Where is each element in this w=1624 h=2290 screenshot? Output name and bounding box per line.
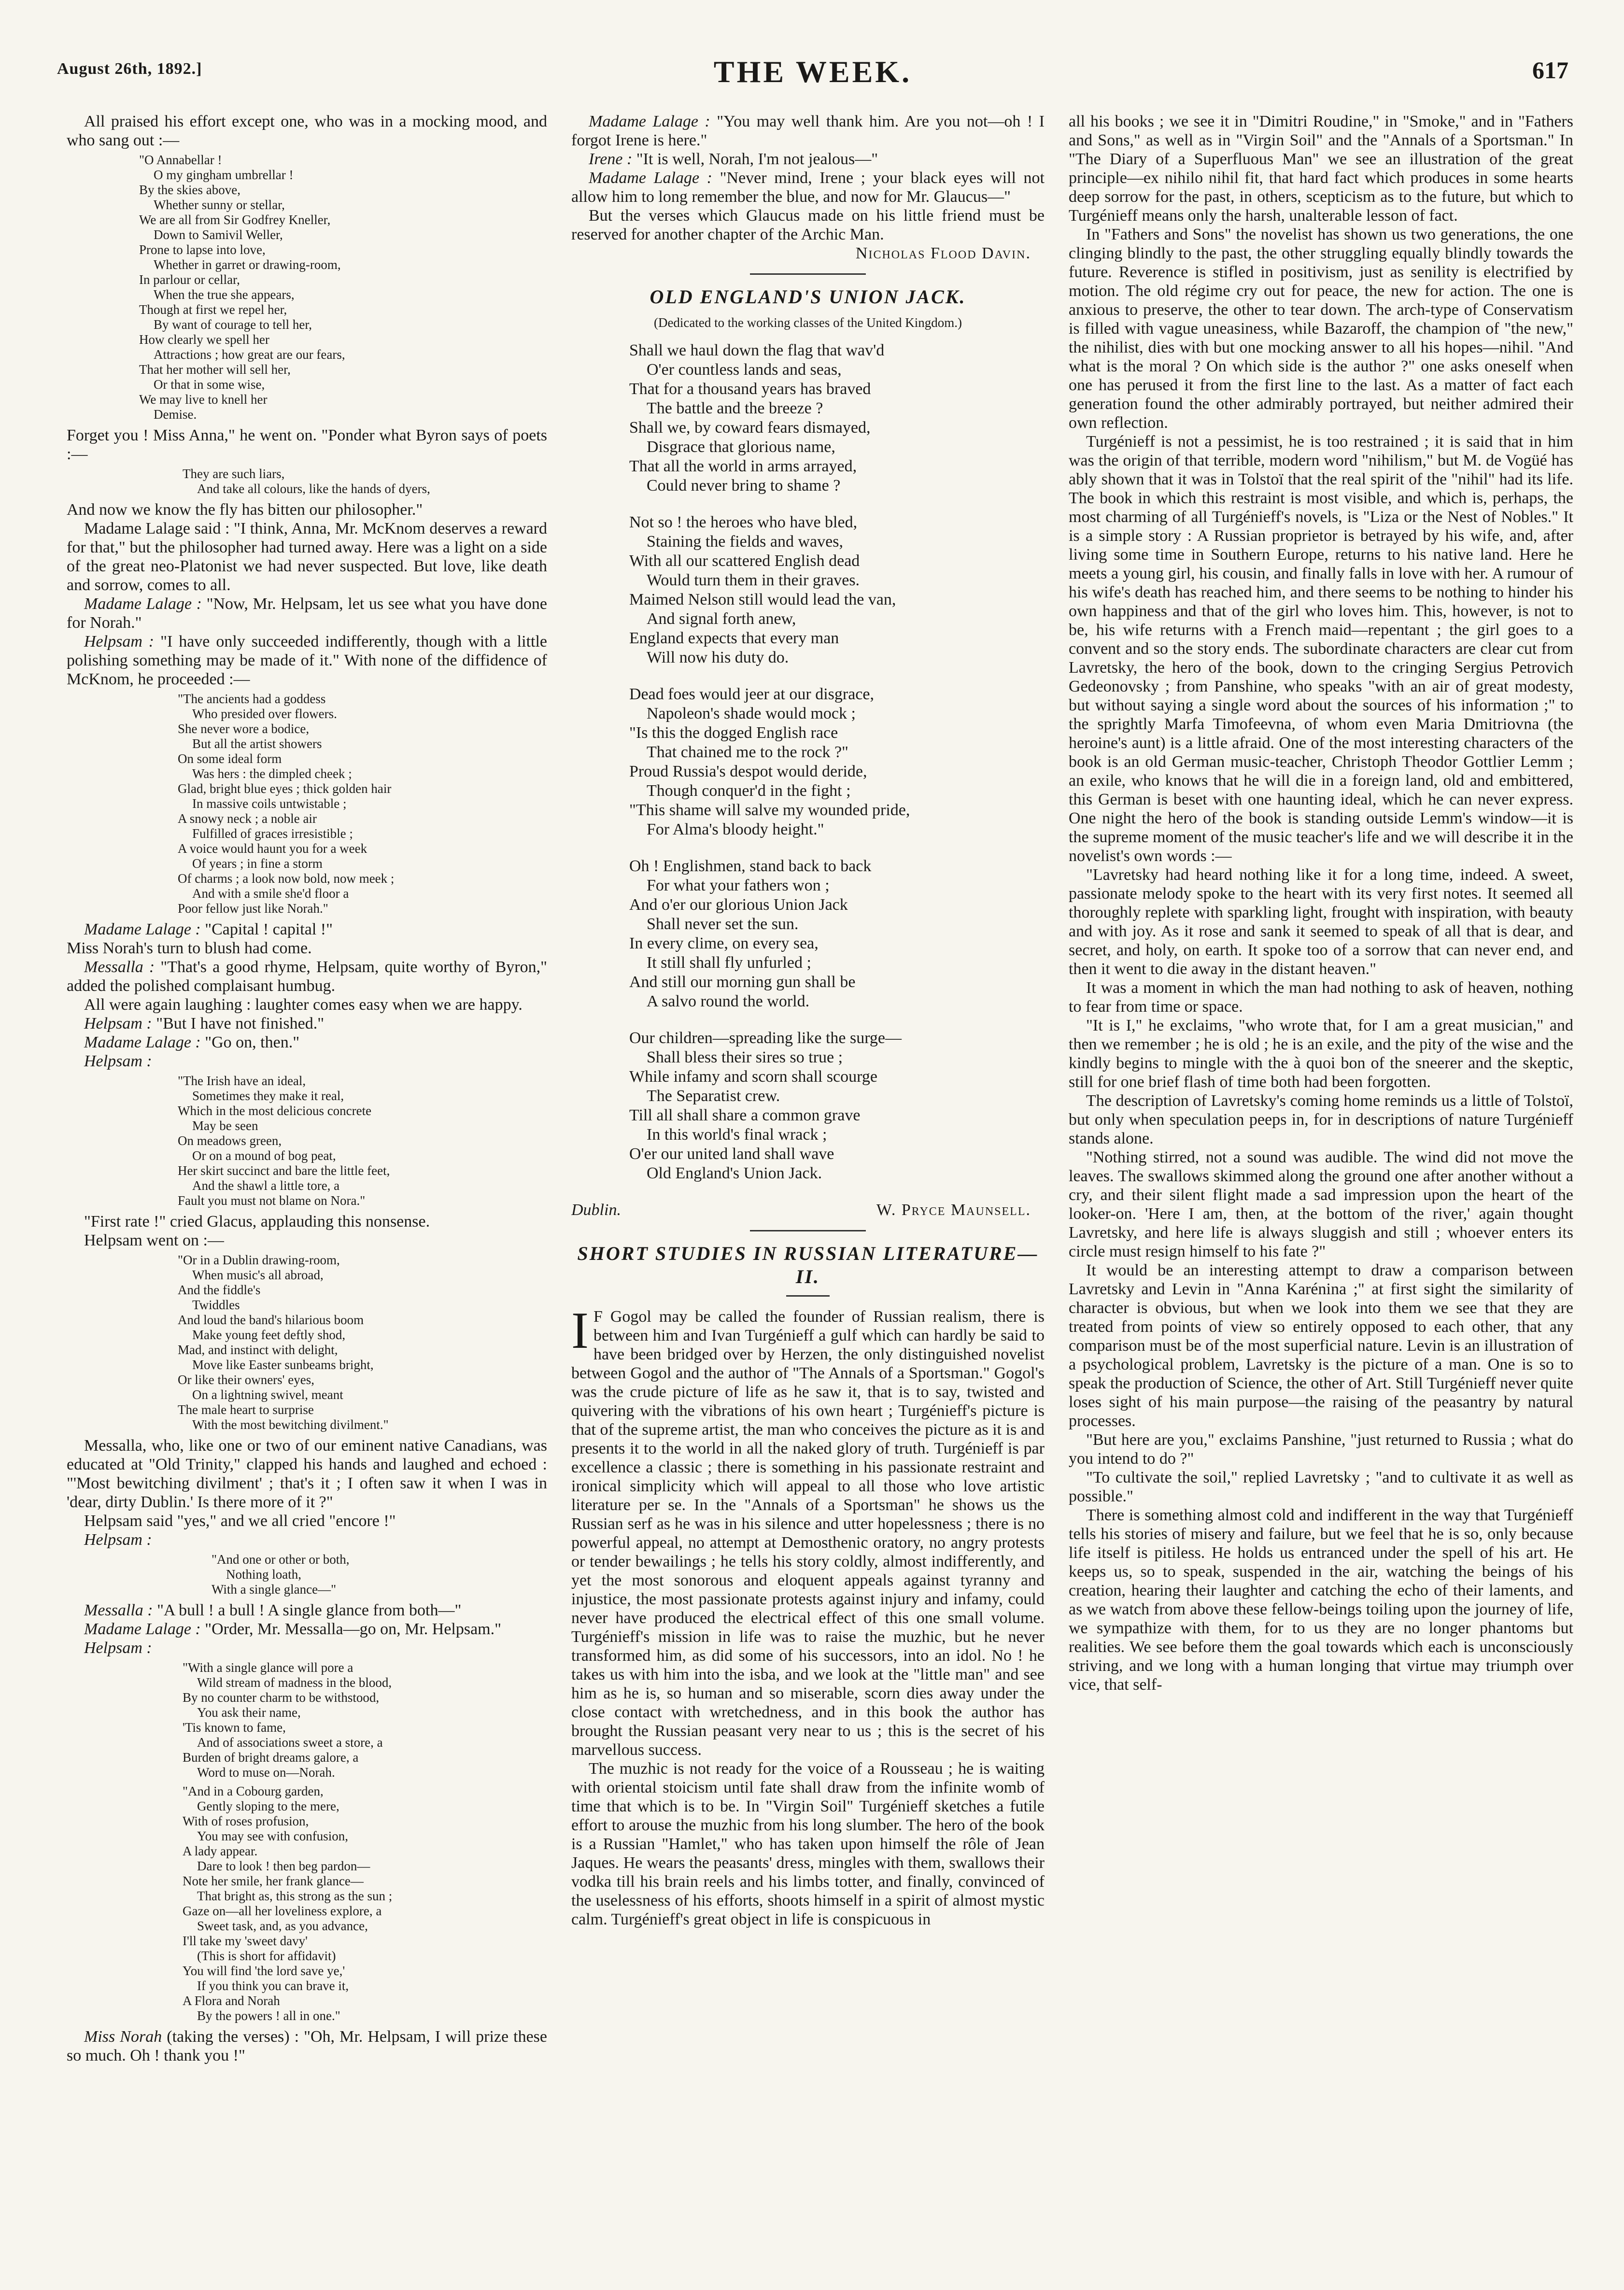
- poem-line: "Is this the dogged English race: [629, 724, 838, 742]
- verse-line: Dare to look ! then beg pardon—: [197, 1859, 370, 1873]
- dialogue-line: [571, 112, 1045, 150]
- verse-line: "The ancients had a goddess: [178, 692, 326, 706]
- verse-line: O my gingham umbrellar !: [154, 168, 294, 182]
- verse-line: Glad, bright blue eyes ; thick golden hair: [178, 781, 392, 796]
- verse-line: If you think you can brave it,: [197, 1979, 349, 1993]
- speaker: Helpsam :: [84, 633, 155, 650]
- verse-line: Whether sunny or stellar,: [154, 198, 285, 212]
- poem-line: Maimed Nelson still would lead the van,: [629, 591, 896, 608]
- poem-line: Staining the fields and waves,: [647, 533, 843, 551]
- quotation: "Lavretsky had heard nothing like it for a long time, indeed. A sweet, passionate melody spoke to the heart with its very first notes. It seemed all thoroughly replete with sparkling light, frought with inspiration, with beauty and with joy. As it rose and sank it seemed to speak of all that is dear, and secret, and holy, on earth. It spoke too of a sorrow that can never end, and then it went to die away in the distant heaven.": [1069, 866, 1573, 978]
- dialogue-line: [571, 150, 1045, 169]
- verse-line: And the fiddle's: [178, 1283, 261, 1297]
- verse-byron: [67, 466, 547, 496]
- verse-line: With a single glance—": [212, 1582, 337, 1597]
- poem-line: Not so ! the heroes who have bled,: [629, 513, 858, 531]
- poem-union-jack: [629, 341, 1045, 1183]
- speaker: Helpsam :: [84, 1015, 152, 1032]
- poem-line: The battle and the breeze ?: [647, 399, 823, 417]
- verse-line: (This is short for affidavit): [197, 1949, 336, 1963]
- verse-line: "The Irish have an ideal,: [178, 1074, 306, 1088]
- speech: "A bull ! a bull ! A single glance from both—": [153, 1601, 462, 1619]
- paragraph: Messalla, who, like one or two of our eminent native Canadians, was educated at "Old Trinity," clapped his hands and laughed and echoed : "'Most bewitching divilment' ; that's it ; I often saw it when I was in 'dear, dirty Dublin.' Is there more of it ?": [67, 1437, 547, 1511]
- verse-line: Make young feet deftly shod,: [192, 1328, 346, 1342]
- verse-line: "O Annabellar !: [139, 153, 222, 167]
- verse-line: "Or in a Dublin drawing-room,: [178, 1253, 340, 1267]
- verse-annabellar: [67, 153, 547, 422]
- paragraph: And now we know the fly has bitten our philosopher.": [67, 501, 423, 519]
- speaker: Irene :: [589, 150, 633, 168]
- verse-line: On a lightning swivel, meant: [192, 1387, 343, 1402]
- poem-line: That for a thousand years has braved: [629, 380, 871, 398]
- section-divider: [750, 1230, 866, 1231]
- author-signature: Nicholas Flood Davin.: [855, 244, 1031, 262]
- verse-line: And loud the band's hilarious boom: [178, 1313, 364, 1327]
- poem-line: Our children—spreading like the surge—: [629, 1029, 902, 1047]
- poem-line: And still our morning gun shall be: [629, 973, 856, 991]
- verse-line: Of years ; in fine a storm: [192, 856, 323, 871]
- paragraph: All praised his effort except one, who was in a mocking mood, and who sang out :—: [67, 113, 547, 149]
- page-number: 617: [1532, 57, 1568, 84]
- dialogue-line: [67, 2027, 547, 2065]
- poem-line: And signal forth anew,: [647, 610, 796, 628]
- paragraph: Madame Lalage said : "I think, Anna, Mr. McKnom deserves a reward for that," but the philosopher had turned away. Here was a light on a side of the great neo-Platonist we had never suspected. But love, like death and sorrow, comes to all.: [67, 520, 547, 594]
- verse-line: I'll take my 'sweet davy': [183, 1934, 308, 1948]
- verse-norah: [67, 1660, 547, 1780]
- dialogue-line: [67, 1014, 547, 1033]
- poem-stanza: [629, 341, 1045, 495]
- poem-line: England expects that every man: [629, 629, 839, 647]
- paragraph: In "Fathers and Sons" the novelist has shown us two generations, the one clinging blindly to the past, the other struggling equally blindly towards the future. Reverence is stifled in positivism, just as senility is electrified by motion. The old régime cry out for peace, the new for action. The one is anxious to preserve, the other to tear down. The arch-type of Conservatism is filled with vague uneasiness, while Bazaroff, the champion of "the new," the nihilist, dies with but one mocking answer to all his hopes—nihil. "And what is the moral ? On which side is the author ?" one asks oneself when one has perused it from the first line to the last. As a matter of fact each generation found the other admirably portrayed, but neither admired their own reflection.: [1069, 226, 1573, 432]
- verse-line: That her mother will sell her,: [139, 362, 291, 377]
- verse-line: And with a smile she'd floor a: [192, 886, 349, 901]
- poem-line: Shall never set the sun.: [647, 915, 799, 933]
- verse-line: By no counter charm to be withstood,: [183, 1690, 380, 1705]
- poem-line: The Separatist crew.: [647, 1087, 780, 1105]
- poem-line: Shall we haul down the flag that wav'd: [629, 341, 885, 359]
- verse-line: Gently sloping to the mere,: [197, 1799, 339, 1813]
- poem-line: In every clime, on every sea,: [629, 934, 819, 952]
- verse-line: In parlour or cellar,: [139, 272, 240, 287]
- verse-line: The male heart to surprise: [178, 1402, 314, 1417]
- verse-line: Twiddles: [192, 1298, 240, 1312]
- verse-line: You may see with confusion,: [197, 1829, 348, 1843]
- verse-line: Mad, and instinct with delight,: [178, 1343, 338, 1357]
- speech: "Never mind, Irene ; your black eyes will not allow him to long remember the blue, and now for Mr. Glaucus—": [571, 169, 1045, 206]
- verse-line: Though at first we repel her,: [139, 302, 287, 317]
- page-header: [57, 54, 1568, 98]
- poem-line: "This shame will salve my wounded pride,: [629, 801, 910, 819]
- issue-date: August 26th, 1892.]: [57, 60, 202, 78]
- verse-line: Or like their owners' eyes,: [178, 1372, 315, 1387]
- verse-line: 'Tis known to fame,: [183, 1720, 286, 1735]
- verse-line: Prone to lapse into love,: [139, 242, 266, 257]
- paragraph: It was a moment in which the man had nothing to ask of heaven, nothing to fear from time or space.: [1069, 979, 1573, 1016]
- verse-line: A Flora and Norah: [183, 1993, 280, 2008]
- article-title: SHORT STUDIES IN RUSSIAN LITERATURE—II.: [577, 1243, 1039, 1287]
- verse-line: May be seen: [192, 1118, 258, 1133]
- dialogue-line: [67, 1033, 547, 1052]
- verse-line: When the true she appears,: [154, 287, 295, 302]
- speaker: Madame Lalage :: [84, 1033, 201, 1051]
- verse-goddess: [67, 692, 547, 916]
- poem-stanza: [629, 1029, 1045, 1183]
- speaker: Madame Lalage :: [84, 920, 201, 938]
- verse-line: Was hers : the dimpled cheek ;: [192, 766, 352, 781]
- verse-line: Demise.: [154, 407, 197, 422]
- verse-line: In massive coils untwistable ;: [192, 796, 347, 811]
- speaker: Helpsam :: [84, 1531, 152, 1549]
- dialogue-line: [67, 594, 547, 632]
- poem-line: It still shall fly unfurled ;: [647, 954, 811, 972]
- verse-irish: [67, 1074, 547, 1208]
- verse-line: On meadows green,: [178, 1133, 282, 1148]
- verse-line: Sometimes they make it real,: [192, 1088, 344, 1103]
- poem-line: Could never bring to shame ?: [647, 477, 841, 495]
- verse-line: Who presided over flowers.: [192, 707, 337, 721]
- verse-line: Fault you must not blame on Nora.": [178, 1193, 366, 1208]
- verse-line: Attractions ; how great are our fears,: [154, 347, 345, 362]
- verse-glance: [67, 1552, 547, 1597]
- verse-line: Word to muse on—Norah.: [197, 1765, 335, 1780]
- poem-line: O'er our united land shall wave: [629, 1145, 834, 1163]
- speaker: Helpsam :: [84, 1052, 152, 1070]
- poem-line: With all our scattered English dead: [629, 552, 860, 570]
- poem-line: And o'er our glorious Union Jack: [629, 896, 848, 914]
- verse-line: Nothing loath,: [226, 1567, 301, 1582]
- verse-line: How clearly we spell her: [139, 332, 269, 347]
- verse-line: Her skirt succinct and bare the little feet,: [178, 1163, 390, 1178]
- verse-line: And of associations sweet a store, a: [197, 1735, 383, 1750]
- speech: (taking the verses) : "Oh, Mr. Helpsam, I will prize these so much. Oh ! thank you !": [67, 2028, 547, 2064]
- dialogue-line: [67, 632, 547, 689]
- verse-line: By the powers ! all in one.": [197, 2008, 340, 2023]
- verse-line: Burden of bright dreams galore, a: [183, 1750, 359, 1765]
- verse-line: Fulfilled of graces irresistible ;: [192, 826, 353, 841]
- poem-line: Old England's Union Jack.: [647, 1164, 822, 1182]
- poem-line: Disgrace that glorious name,: [647, 438, 835, 456]
- poem-line: For what your fathers won ;: [647, 876, 830, 894]
- paragraph: Turgénieff is not a pessimist, he is too restrained ; it is said that in him was the origin of that terrible, modern word "nihilism," but M. de Vogüé has ably shown that it was in Tolstoï that the real spirit of the "nihil" had its life. The book in which this restraint is most visible, and which is, perhaps, the most charming of all Turgénieff's novels, is "Liza or the Nest of Nobles." It is a simple story : A Russian proprietor is betrayed by his wife, and, after living some time in Southern Europe, returns to his native land. Here he meets a young girl, his cousin, and finally falls in love with her. A rumour of his wife's death has reached him, and there seems to be nothing to hinder his own happiness and that of the girl who loves him. This, however, is not to be, his wife returns with a French maid—repentant ; the girl goes to a convent and so the story ends. The subordinate characters are clear cut from Lavretsky, the hero of the book, down to the cringing Sergius Petrovich Gedeonovsky ; from Panshine, who speaks "with an air of great modesty, but without saying a single word about the sources of his information ;" to the sprightly Marfa Timofeevna, of whom even Maria Dmitriovna (the heroine's aunt) is a little afraid. One of the most interesting characters of the book is an old German music-teacher, Christoph Theodor Gottlier Lemm ; an exile, who knows that he will die in a foreign land, old and embittered, this German is beset with one haunting ideal, which he can never express. One night the hero of the book is standing outside Lemm's window—it is the supreme moment of the music teacher's life and we will describe it in the novelist's own words :—: [1069, 433, 1573, 865]
- verse-line: With the most bewitching divilment.": [192, 1417, 389, 1432]
- speech: "You may well thank him. Are you not—oh ! I forgot Irene is here.": [571, 113, 1045, 149]
- verse-line: Wild stream of madness in the blood,: [197, 1675, 392, 1690]
- verse-line: Or that in some wise,: [154, 377, 265, 392]
- dialogue-line: [67, 920, 547, 939]
- poem-line: Napoleon's shade would mock ;: [647, 705, 856, 722]
- masthead: THE WEEK.: [713, 55, 912, 89]
- poem-line: That chained me to the rock ?": [647, 743, 848, 761]
- verse-line: "And one or other or both,: [212, 1552, 350, 1567]
- paragraph: "But here are you," exclaims Panshine, "just returned to Russia ; what do you intend to do ?": [1069, 1431, 1573, 1468]
- quotation: "Nothing stirred, not a sound was audible. The wind did not move the leaves. The swallows skimmed along the ground one after another without a cry, and their silent flight made a sad impression upon the heart of the looker-on. 'Here I am, then, at the bottom of the river,' again thought Lavretsky, and here life is always sluggish and still ; whoever enters its circle must resign himself to his fate ?": [1069, 1148, 1573, 1260]
- poem-line: Would turn them in their graves.: [647, 571, 860, 589]
- verse-line: Which in the most delicious concrete: [178, 1103, 372, 1118]
- poem-line: Shall bless their sires so true ;: [647, 1048, 843, 1066]
- speaker: Miss Norah: [84, 2028, 162, 2046]
- verse-line: "With a single glance will pore a: [183, 1660, 353, 1675]
- speaker: Messalla :: [84, 958, 155, 976]
- poem-title: OLD ENGLAND'S UNION JACK.: [650, 286, 966, 308]
- poem-line: Till all shall share a common grave: [629, 1106, 861, 1124]
- verse-line: We may live to knell her: [139, 392, 268, 407]
- paragraph: All were again laughing : laughter comes easy when we are happy.: [84, 996, 523, 1014]
- poem-line: In this world's final wrack ;: [647, 1126, 827, 1144]
- verse-dublin: [67, 1253, 547, 1432]
- poem-line: Will now his duty do.: [647, 649, 789, 666]
- verse-line: We are all from Sir Godfrey Kneller,: [139, 212, 331, 227]
- poem-stanza: [629, 513, 1045, 667]
- speech: "Order, Mr. Messalla—go on, Mr. Helpsam.": [200, 1620, 502, 1638]
- verse-line: And the shawl a little tore, a: [192, 1178, 340, 1193]
- speech: "Capital ! capital !": [200, 920, 333, 938]
- verse-line: By the skies above,: [139, 183, 240, 197]
- paragraph: The muzhic is not ready for the voice of a Rousseau ; he is waiting with oriental stoicism until fate shall draw from the infinite womb of time that which is to be. In "Virgin Soil" Turgénieff sketches a futile effort to arouse the muzhic from his long slumber. The hero of the book is a Russian "Hamlet," who has taken upon himself the rôle of Jean Jaques. He wears the peasants' dress, mingles with them, swallows their vodka till his brain reels and his limbs totter, and finally, convinced of the uselessness of his efforts, shoots himself in a spirit of almost mystic calm. Turgénieff's great object in life is conspicuous in: [571, 1760, 1045, 1928]
- verse-cobourg: [67, 1784, 547, 2023]
- dialogue-line: [67, 1639, 547, 1657]
- dialogue-line: [67, 1052, 547, 1071]
- verse-line: By want of courage to tell her,: [154, 317, 312, 332]
- poem-stanza: [629, 685, 1045, 839]
- verse-line: They are such liars,: [183, 466, 285, 481]
- poem-line: Proud Russia's despot would deride,: [629, 763, 867, 780]
- poem-signature: [571, 1201, 1045, 1219]
- paragraph: "It is I," he exclaims, "who wrote that, for I am a great musician," and then we remember ; he is old ; he is an exile, and the pity of the wise and the kindly begins to mingle with the à quoi bon of the sneerer and the skeptic, still for one brief flash of time both had been forgotten.: [1069, 1017, 1573, 1091]
- poem-line: For Alma's bloody height.": [647, 820, 824, 838]
- drop-cap: I: [571, 1302, 589, 1359]
- column-right: [1069, 112, 1573, 2247]
- verse-line: Or on a mound of bog peat,: [192, 1148, 336, 1163]
- poem-stanza: [629, 857, 1045, 1011]
- verse-line: You will find 'the lord save ye,': [183, 1964, 345, 1978]
- speech: "That's a good rhyme, Helpsam, quite worthy of Byron," added the polished complaisant humbug.: [67, 958, 547, 995]
- verse-line: Poor fellow just like Norah.": [178, 901, 328, 916]
- dialogue-line: [67, 1601, 547, 1620]
- title-rule: [786, 1295, 830, 1297]
- poem-line: O'er countless lands and seas,: [647, 361, 842, 379]
- speaker: Madame Lalage :: [589, 113, 710, 130]
- section-divider: [750, 273, 866, 275]
- speaker: Messalla :: [84, 1601, 153, 1619]
- paragraph: "To cultivate the soil," replied Lavretsky ; "and to cultivate it as well as possible.": [1069, 1469, 1573, 1505]
- verse-line: Move like Easter sunbeams bright,: [192, 1357, 374, 1372]
- speaker: Madame Lalage :: [84, 1620, 201, 1638]
- article-opening: [571, 1302, 1045, 1759]
- dialogue-line: [67, 958, 547, 995]
- paragraph: Helpsam went on :—: [84, 1231, 224, 1249]
- poem-line: Though conquer'd in the fight ;: [647, 782, 851, 800]
- paragraph: There is something almost cold and indifferent in the way that Turgénieff tells his stories of misery and failure, but we feel that he is so, only because life itself is pitiless. He holds us entranced under the spell of his art. He keeps us, so to speak, suspended in the air, watching the beings of his creation, hearing their laughter and catching the echo of their laments, and as we watch from above these fellow-beings toiling upon the journey of life, we sympathize with them, for to us they are no longer phantoms but realities. We see before them the goal towards which each is unconsciously striving, and we long with a human longing that virtue may triumph over vice, that self-: [1069, 1506, 1573, 1694]
- verse-line: A lady appear.: [183, 1844, 258, 1858]
- speaker: Madame Lalage :: [84, 595, 202, 613]
- poem-dedication: (Dedicated to the working classes of the United Kingdom.): [653, 315, 962, 330]
- paragraph: Forget you ! Miss Anna," he went on. "Ponder what Byron says of poets :—: [67, 426, 547, 463]
- speech: "But I have not finished.": [152, 1015, 325, 1032]
- poem-line: While infamy and scorn shall scourge: [629, 1068, 877, 1086]
- opening-text: F Gogol may be called the founder of Russian realism, there is between him and Ivan Turgénieff a gulf which can hardly be said to have been bridged over by Herzen, the only distinguished novelist between Gogol and the author of "The Annals of a Sportsman." Gogol's was the crude picture of life as he saw it, that is to say, twisted and quivering with the vibrations of his own heart ; Turgénieff's picture is that of the supreme artist, the man who conceives the picture as it is and presents it to the world in all the naked glory of truth. Turgénieff is par excellence a classic ; there is something in his passionate restraint and ironical simplicity which will appeal to all those who love artistic literature per se. In the "Annals of a Sportsman" he shows us the Russian serf as he was in his silence and utter hopelessness ; there is no powerful appeal, no attempt at Demosthenic oratory, no angry protests or tender bewailings ; he tells his story coldly, almost indifferently, and yet the most sonorous and eloquent appeals against tyranny and injustice, the most passionate protests against injury and infamy, could never have produced the electrical effect of this one small volume. Turgénieff's mission in life was to raise the muzhic, but he never transformed him, as did some of his successors, into an idol. No ! he takes us with him into the isba, and we look at the "little man" and see him as he is, so human and so miserable, scorn dies away under the close contact with wretchedness, and in this book the author has brought the Russian peasant very near to us ; this is the secret of his marvellous success.: [571, 1308, 1045, 1759]
- verse-line: You ask their name,: [197, 1705, 301, 1720]
- paragraph: "First rate !" cried Glacus, applauding this nonsense.: [84, 1213, 430, 1230]
- verse-line: When music's all abroad,: [192, 1268, 324, 1282]
- verse-line: A snowy neck ; a noble air: [178, 811, 317, 826]
- column-middle: [571, 112, 1045, 2247]
- poem-author: W. Pryce Maunsell.: [876, 1201, 1031, 1219]
- verse-line: And take all colours, like the hands of dyers,: [197, 481, 430, 496]
- dialogue-line: [67, 1620, 547, 1639]
- speaker: Madame Lalage :: [589, 169, 712, 187]
- poem-line: That all the world in arms arrayed,: [629, 457, 857, 475]
- speech: "I have only succeeded indifferently, though with a little polishing something may be made of it." With none of the diffidence of McKnom, he proceeded :—: [67, 633, 547, 688]
- verse-line: Of charms ; a look now bold, now meek ;: [178, 871, 395, 886]
- paragraph: Helpsam said "yes," and we all cried "encore !": [84, 1512, 396, 1530]
- paragraph: But the verses which Glaucus made on his little friend must be reserved for another chapter of the Archic Man.: [571, 207, 1045, 243]
- verse-line: Note her smile, her frank glance—: [183, 1874, 364, 1888]
- poem-line: Oh ! Englishmen, stand back to back: [629, 857, 872, 875]
- verse-line: Down to Samivil Weller,: [154, 227, 283, 242]
- verse-line: Gaze on—all her loveliness explore, a: [183, 1904, 382, 1918]
- paragraph: all his books ; we see it in "Dimitri Roudine," in "Smoke," and in "Fathers and Sons," as well as in "Virgin Soil" and the "Annals of a Sportsman." In "The Diary of a Superfluous Man" we see an illustration of the great principle—ex nihilo nihil fit, that hard fact which produces in some hearts deep sorrow for the past, in others, scepticism as to the future, but which to Turgénieff means only the harsh, unalterable lesson of fact.: [1069, 113, 1573, 225]
- poem-line: A salvo round the world.: [647, 992, 810, 1010]
- speech: "Go on, then.": [200, 1033, 300, 1051]
- verse-line: That bright as, this strong as the sun ;: [197, 1889, 393, 1903]
- verse-line: With of roses profusion,: [183, 1814, 309, 1828]
- paragraph: Miss Norah's turn to blush had come.: [67, 939, 312, 957]
- speech: "Now, Mr. Helpsam, let us see what you have done for Norah.": [67, 595, 547, 632]
- verse-line: Sweet task, and, as you advance,: [197, 1919, 368, 1933]
- dialogue-line: [67, 1530, 547, 1549]
- verse-line: On some ideal form: [178, 751, 282, 766]
- verse-line: She never wore a bodice,: [178, 721, 310, 736]
- poem-line: Shall we, by coward fears dismayed,: [629, 419, 871, 437]
- poem-place: Dublin.: [571, 1201, 621, 1219]
- verse-line: A voice would haunt you for a week: [178, 841, 367, 856]
- paragraph: The description of Lavretsky's coming home reminds us a little of Tolstoï, but only when speculation peeps in, for in descriptions of nature Turgénieff stands alone.: [1069, 1092, 1573, 1147]
- speech: "It is well, Norah, I'm not jealous—": [632, 150, 878, 168]
- poem-line: Dead foes would jeer at our disgrace,: [629, 685, 874, 703]
- speaker: Helpsam :: [84, 1639, 152, 1657]
- paragraph: It would be an interesting attempt to draw a comparison between Lavretsky and Levin in "Anna Karénina ;" at first sight the similarity of character is obvious, but when we look into them we see that they are treated from points of view so entirely opposed to each other, that any comparison must be of the most superficial nature. Levin is an illustration of a psychological problem, Lavretsky is the picture of a man. One is so to speak the production of Science, the other of Art. Still Turgénieff never quite loses sight of his main purpose—the raising of the peasantry by natural processes.: [1069, 1261, 1573, 1430]
- verse-line: But all the artist showers: [192, 736, 322, 751]
- dialogue-line: [571, 169, 1045, 206]
- verse-line: "And in a Cobourg garden,: [183, 1784, 324, 1798]
- column-left: [67, 112, 547, 2247]
- verse-line: Whether in garret or drawing-room,: [154, 257, 341, 272]
